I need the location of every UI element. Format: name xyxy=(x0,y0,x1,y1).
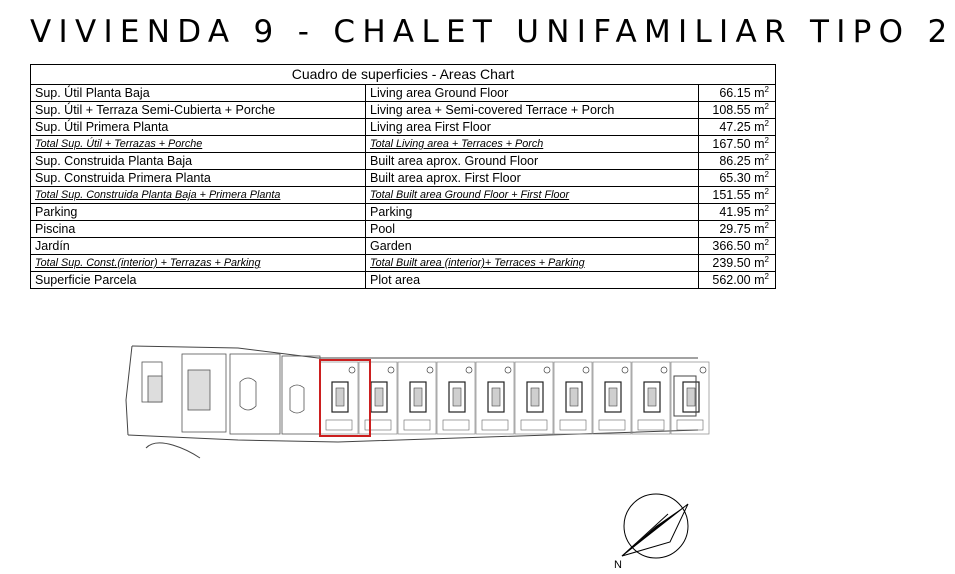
row-unit: m xyxy=(754,188,765,202)
row-value-number: 151.55 xyxy=(712,188,751,202)
compass-label: N xyxy=(614,559,622,571)
row-value xyxy=(699,204,776,221)
row-label-en: Total Built area Ground Floor + First Floor xyxy=(366,187,699,204)
row-unit: m xyxy=(754,205,765,219)
row-unit: m xyxy=(754,86,765,100)
row-value xyxy=(699,85,776,102)
row-unit: m xyxy=(754,120,765,134)
row-value xyxy=(699,119,776,136)
row-unit-exponent: 2 xyxy=(764,85,769,94)
plot xyxy=(632,362,670,434)
table-row xyxy=(31,204,776,221)
row-unit: m xyxy=(754,137,765,151)
row-value xyxy=(699,187,776,204)
row-unit-exponent: 2 xyxy=(764,153,769,162)
row-unit-exponent: 2 xyxy=(764,221,769,230)
table-row xyxy=(31,136,776,153)
table-row xyxy=(31,119,776,136)
table-row xyxy=(31,153,776,170)
row-label-en: Living area Ground Floor xyxy=(366,85,699,102)
row-value-number: 562.00 xyxy=(712,273,751,287)
row-value xyxy=(699,221,776,238)
row-label-en: Living area + Semi-covered Terrace + Porch xyxy=(366,102,699,119)
row-value xyxy=(699,272,776,289)
table-row xyxy=(31,221,776,238)
row-unit-exponent: 2 xyxy=(764,238,769,247)
table-row xyxy=(31,255,776,272)
row-unit: m xyxy=(754,171,765,185)
row-unit: m xyxy=(754,239,765,253)
row-label-es: Sup. Útil Primera Planta xyxy=(31,119,366,136)
row-label-es: Sup. Útil + Terraza Semi-Cubierta + Porche xyxy=(31,102,366,119)
row-unit-exponent: 2 xyxy=(764,170,769,179)
row-value-number: 47.25 xyxy=(719,120,751,134)
row-value xyxy=(699,136,776,153)
page-title: VIVIENDA 9 - CHALET UNIFAMILIAR TIPO 2 xyxy=(30,14,955,50)
row-unit: m xyxy=(754,256,765,270)
plot xyxy=(593,362,631,434)
plot xyxy=(671,362,709,434)
row-label-es: Sup. Construida Planta Baja xyxy=(31,153,366,170)
row-value-number: 65.30 xyxy=(719,171,751,185)
areas-table xyxy=(30,64,776,289)
row-unit-exponent: 2 xyxy=(764,119,769,128)
row-value-number: 29.75 xyxy=(719,222,751,236)
row-value xyxy=(699,153,776,170)
row-label-es: Total Sup. Construida Planta Baja + Primera Planta xyxy=(31,187,366,204)
plot xyxy=(320,362,358,434)
row-value-number: 108.55 xyxy=(712,103,751,117)
row-value-number: 239.50 xyxy=(712,256,751,270)
row-label-es: Total Sup. Útil + Terrazas + Porche xyxy=(31,136,366,153)
row-label-en: Pool xyxy=(366,221,699,238)
row-value xyxy=(699,238,776,255)
row-label-es: Sup. Construida Primera Planta xyxy=(31,170,366,187)
row-unit-exponent: 2 xyxy=(764,187,769,196)
row-value-number: 66.15 xyxy=(719,86,751,100)
row-label-es: Sup. Útil Planta Baja xyxy=(31,85,366,102)
plot xyxy=(476,362,514,434)
plot xyxy=(359,362,397,434)
row-label-en: Living area First Floor xyxy=(366,119,699,136)
row-label-en: Total Living area + Terraces + Porch xyxy=(366,136,699,153)
row-value-number: 167.50 xyxy=(712,137,751,151)
row-label-en: Total Built area (interior)+ Terraces + Parking xyxy=(366,255,699,272)
row-unit: m xyxy=(754,273,765,287)
north-compass xyxy=(610,490,700,570)
table-header: Cuadro de superficies - Areas Chart xyxy=(31,65,776,85)
table-row xyxy=(31,187,776,204)
row-label-en: Parking xyxy=(366,204,699,221)
table-row xyxy=(31,238,776,255)
row-value-number: 86.25 xyxy=(719,154,751,168)
row-label-en: Plot area xyxy=(366,272,699,289)
row-unit-exponent: 2 xyxy=(764,136,769,145)
row-label-en: Garden xyxy=(366,238,699,255)
row-unit-exponent: 2 xyxy=(764,272,769,281)
plot xyxy=(554,362,592,434)
table-row xyxy=(31,272,776,289)
row-label-es: Piscina xyxy=(31,221,366,238)
row-value-number: 41.95 xyxy=(719,205,751,219)
row-unit-exponent: 2 xyxy=(764,255,769,264)
row-unit: m xyxy=(754,222,765,236)
row-value xyxy=(699,170,776,187)
table-row xyxy=(31,170,776,187)
plot xyxy=(437,362,475,434)
row-value-number: 366.50 xyxy=(712,239,751,253)
site-plan xyxy=(118,340,698,470)
row-label-es: Jardín xyxy=(31,238,366,255)
row-label-en: Built area aprox. First Floor xyxy=(366,170,699,187)
row-value xyxy=(699,255,776,272)
row-unit-exponent: 2 xyxy=(764,102,769,111)
plot xyxy=(398,362,436,434)
row-label-es: Superficie Parcela xyxy=(31,272,366,289)
table-row xyxy=(31,102,776,119)
row-value xyxy=(699,102,776,119)
row-label-en: Built area aprox. Ground Floor xyxy=(366,153,699,170)
row-label-es: Total Sup. Const.(interior) + Terrazas + Parking xyxy=(31,255,366,272)
row-unit-exponent: 2 xyxy=(764,204,769,213)
row-unit: m xyxy=(754,103,765,117)
row-unit: m xyxy=(754,154,765,168)
table-row xyxy=(31,85,776,102)
plot xyxy=(515,362,553,434)
row-label-es: Parking xyxy=(31,204,366,221)
